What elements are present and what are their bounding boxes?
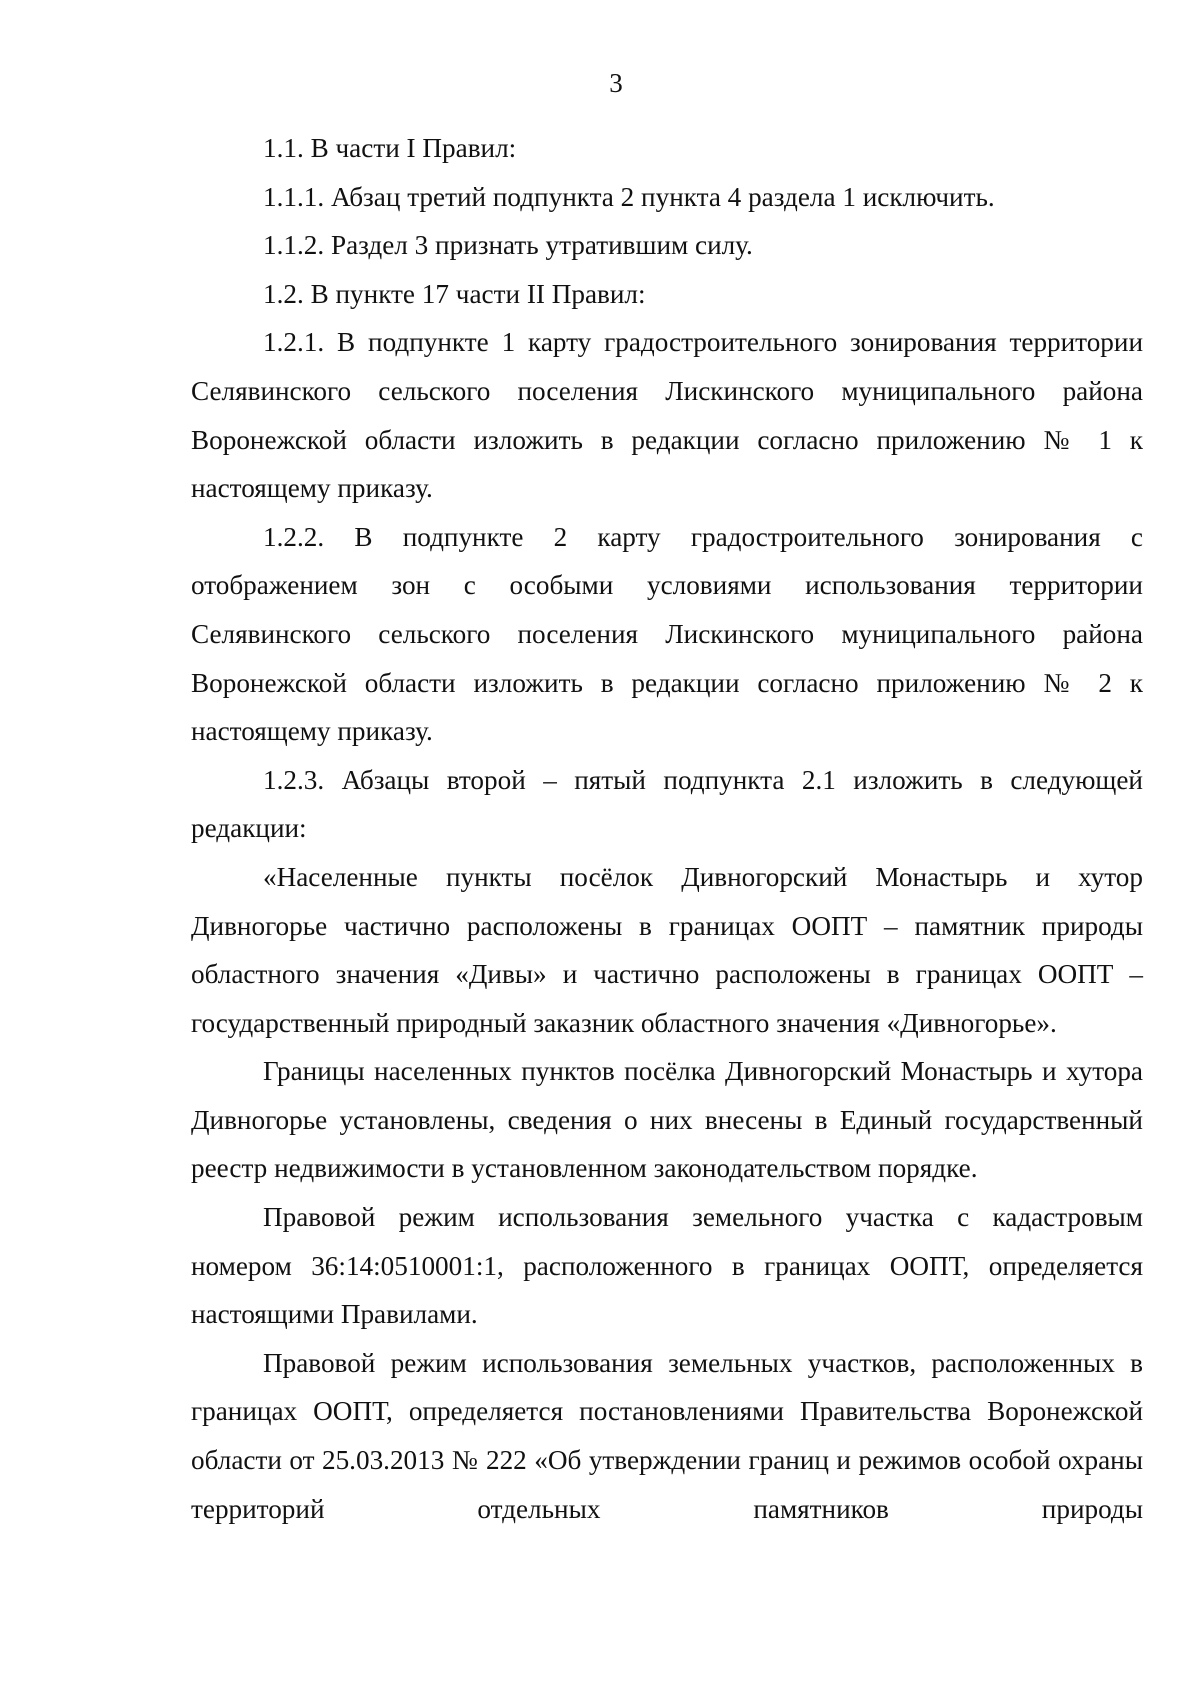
paragraph-1-1-2: 1.1.2. Раздел 3 признать утратившим силу. xyxy=(263,230,753,261)
paragraph-1-2: 1.2. В пункте 17 части II Правил: xyxy=(263,278,646,309)
paragraph-1-2-1: 1.2.1. В подпункте 1 карту градостроительного зонирования территории Селявинского сельского поселения Лискинского муниципального района Воронежской области изложить в редакции согласно приложению № 1 к настоящему приказу. xyxy=(191,327,1143,504)
paragraph-1-2-2: 1.2.2. В подпункте 2 карту градостроительного зонирования с отображением зон с особыми условиями использования территории Селявинского сельского поселения Лискинского муниципального района Воронежской области изложить в редакции согласно приложению № 2 к настоящему приказу. xyxy=(191,521,1143,747)
quoted-paragraph-settlements: «Населенные пункты посёлок Дивногорский Монастырь и хутор Дивногорье частично расположены в границах ООПТ – памятник природы областного значения «Дивы» и частично расположены в границах ООПТ – государственный природный заказник областного значения «Дивногорье». xyxy=(191,861,1143,1038)
paragraph-1-1: 1.1. В части I Правил: xyxy=(263,133,517,163)
paragraph-1-1-1: 1.1.1. Абзац третий подпункта 2 пункта 4 раздела 1 исключить. xyxy=(263,181,995,212)
quoted-paragraph-land-plot-regime: Правовой режим использования земельного участка с кадастровым номером 36:14:0510001:1, расположенного в границах ООПТ, определяется настоящими Правилами. xyxy=(191,1202,1143,1330)
quoted-paragraph-boundaries: Границы населенных пунктов посёлка Дивногорский Монастырь и хутора Дивногорье установлены, сведения о них внесены в Единый государственный реестр недвижимости в установленном законодательством порядке. xyxy=(191,1056,1143,1184)
paragraph-1-2-3: 1.2.3. Абзацы второй – пятый подпункта 2.1 изложить в следующей редакции: xyxy=(191,764,1143,844)
document-body xyxy=(191,124,1143,1533)
quoted-paragraph-land-plots-regime: Правовой режим использования земельных участков, расположенных в границах ООПТ, определяется постановлениями Правительства Воронежской области от 25.03.2013 № 222 «Об утверждении границ и режимов особой охраны территорий отдельных памятников природы xyxy=(191,1347,1143,1524)
page-number: 3 xyxy=(609,68,623,98)
